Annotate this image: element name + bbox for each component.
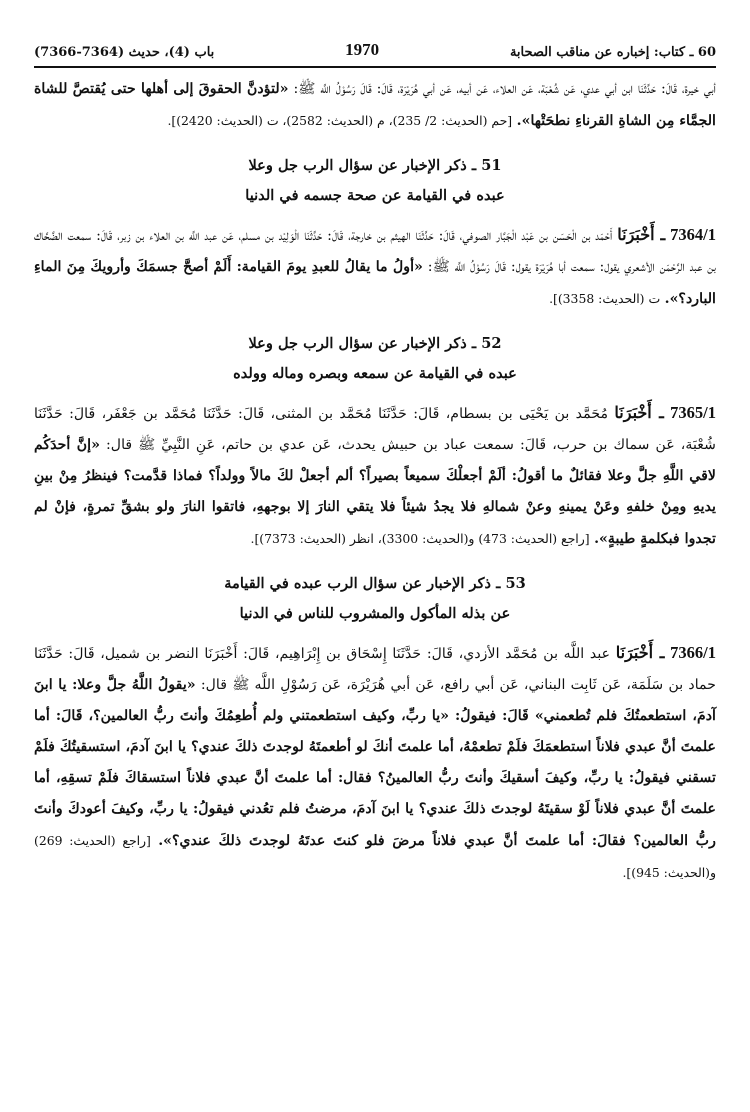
akhbarana-label: ـ أَخْبَرَنَا [615, 643, 665, 662]
top-chain: أبي خيرة، قَالَ: حَدَّثَنَا ابن أبي عدي، عَن شُعْبَة، عَن العلاء، عَن أبيه، عَن أبي هُرَيْرَة، قَالَ: قَالَ رَسُوْلُ اللَّه ﷺ: [288, 81, 717, 97]
hadith-text: «يقولُ اللَّهُ جلَّ وعلا: يا ابنَ آدمَ، استطعمتُكَ فلم تُطعمني» قَالَ: فيقولُ: «يا ربِّ، وكيف استطعمتني ولم أُطعِمُكَ وأنتَ ربُّ العالمين؟، قَالَ: أما علمتَ أنَّ عبدي فلاناً استطعمَكَ فلَمْ تطعمْهُ، أما علمتَ أنكَ لو أطعمتَهُ لوجدتَ ذلكَ عندي؟ يا ابنَ آدمَ، استسقيتُكَ فلَمْ تسقني فيقولُ: يا ربِّ، وكيفَ أسقيكَ وأنتَ ربُّ العالمينُ؟ فقال: أما علمتَ أنَّ عبدي فلاناً استسقاكَ فلَمْ تسقِهِ، أما علمتَ أنَّ عبدي فلاناً لَوْ سقيتَهُ لوجدتَ ذلكَ عندي؟ يا ابنَ آدمَ، مرضتُ فلم تعُدني فيقولُ: يا ربِّ، وكيفَ أعودكَ وأنتَ ربُّ العالمين؟ فقالَ: أما علمتَ أنَّ عبدي فلاناً مرضَ فلو كنتَ عدتَهُ لوجدتَ ذلكَ عندي؟». [34, 677, 716, 849]
hadith-7365 [34, 397, 716, 555]
section-51 [34, 151, 716, 315]
hadith-reference: [راجع (الحديث: 473) و(الحديث: 3300)، انظر (الحديث: 7373)]. [250, 531, 590, 546]
chapter-title: 60 ـ كتاب: إخباره عن مناقب الصحابة [509, 45, 716, 60]
section-53 [34, 569, 716, 889]
hadith-reference: [راجع (الحديث: 269) و(الحديث: 945)]. [34, 833, 716, 880]
section-51-heading [34, 151, 716, 211]
section-52 [34, 329, 716, 555]
hadith-text: «أولُ ما يقالُ للعبدِ يومَ القيامة: أَلَمْ أصحَّ جسمَكَ وأرويكَ مِنَ الماءِ البارد؟». [34, 259, 716, 307]
hadith-range: باب (4)، حديث (7364-7366) [34, 45, 215, 60]
section-52-title-line2: عبده في القيامة عن سمعه وبصره وماله وولده [233, 365, 517, 382]
hadith-reference: ت (الحديث: 3358)]. [549, 291, 661, 306]
section-53-title-line1: 53 ـ ذكر الإخبار عن سؤال الرب عبده في القيامة [224, 575, 526, 592]
section-51-title-line1: 51 ـ ذكر الإخبار عن سؤال الرب جل وعلا [248, 157, 502, 174]
top-paragraph [34, 74, 716, 137]
section-52-title-line1: 52 ـ ذكر الإخبار عن سؤال الرب جل وعلا [248, 335, 502, 352]
hadith-text: «إنَّ أحدَكُم لاقي اللَّهِ جلَّ وعلا فقائلٌ ما أقولُ: ألَمْ أجعلْكَ سميعاً بصيراً؟ ألم أجعلْ لكَ مالاً وولداً؟ فماذا قدَّمت؟ فينظرُ مِنْ بينِ يديهِ ومِنْ خلفهِ وعَنْ يمينهِ وعنْ شمالهِ فلا يجدُ شيئاً فلا يتقي النارَ إلا بوجههِ، فاتقوا النارَ ولو بشقِّ تمرةٍ، فإنْ لم تجدوا فبكلمةٍ طيبةٍ». [34, 437, 716, 547]
top-reference: [حم (الحديث: 2/ 235)، م (الحديث: 2582)، ت (الحديث: 2420)]. [167, 113, 513, 128]
section-53-title-line2: عن بذله المأكول والمشروب للناس في الدنيا [239, 605, 511, 622]
akhbarana-label: ـ أَخْبَرَنَا [617, 225, 666, 244]
hadith-chain: مُحَمَّد بن يَحْيَى بن بسطام، قَالَ: حَدَّثَنَا مُحَمَّد بن المثنى، قَالَ: حَدَّثَنَا مُحَمَّد بن جَعْفَر، قَالَ: حَدَّثَنَا شُعْبَة، عَن سماك بن حرب، قَالَ: سمعت عباد بن حبيش يحدث، عَن عدي بن حاتم، عَنِ النَّبِيِّ ﷺ قال: [34, 406, 716, 453]
akhbarana-label: ـ أَخْبَرَنَا [614, 403, 664, 422]
hadith-number: 7365/1 [670, 403, 716, 422]
hadith-7366 [34, 637, 716, 889]
hadith-number: 7366/1 [670, 643, 716, 662]
hadith-chain: عبد اللَّه بن مُحَمَّد الأزدي، قَالَ: حَدَّثَنَا إِسْحَاق بن إِبْرَاهِيم، قَالَ: أَخْبَرَنَا النضر بن شميل، قَالَ: حَدَّثَنَا حماد بن سَلَمَة، عَن ثَابِت البناني، عَن أبي رافع، عَن أبي هُرَيْرَة، عَن رَسُوْلِ اللَّه ﷺ قال: [34, 646, 717, 693]
section-53-heading [34, 569, 716, 629]
hadith-chain: أَحْمَد بن الْحَسَن بن عَبْد الْجَبَّار الصوفي، قَالَ: حَدَّثَنَا الهيثم بن خارجة، قَالَ: حَدَّثَنَا الْوَلِيْد بن مسلم، عَن عبد اللَّه بن العلاء بن زبر، قَالَ: سمعت الضَّحَّاك بن عبد الرَّحْمَن الأشعري يقول: سمعت أبا هُرَيْرَة يقول: قَالَ رَسُوْلُ اللَّه ﷺ: [34, 228, 716, 275]
hadith-7364 [34, 219, 716, 315]
hadith-number: 7364/1 [670, 225, 717, 244]
document-page [34, 40, 716, 889]
page-number: 1970 [345, 40, 380, 59]
section-51-title-line2: عبده في القيامة عن صحة جسمه في الدنيا [245, 187, 505, 204]
page-header [34, 40, 716, 68]
section-52-heading [34, 329, 716, 389]
top-hadith-text: «لتؤدنَّ الحقوقَ إلى أهلها حتى يُقتصَّ للشاة الجمَّاء مِن الشاةِ القرناءِ نطحَتْها». [34, 81, 716, 129]
